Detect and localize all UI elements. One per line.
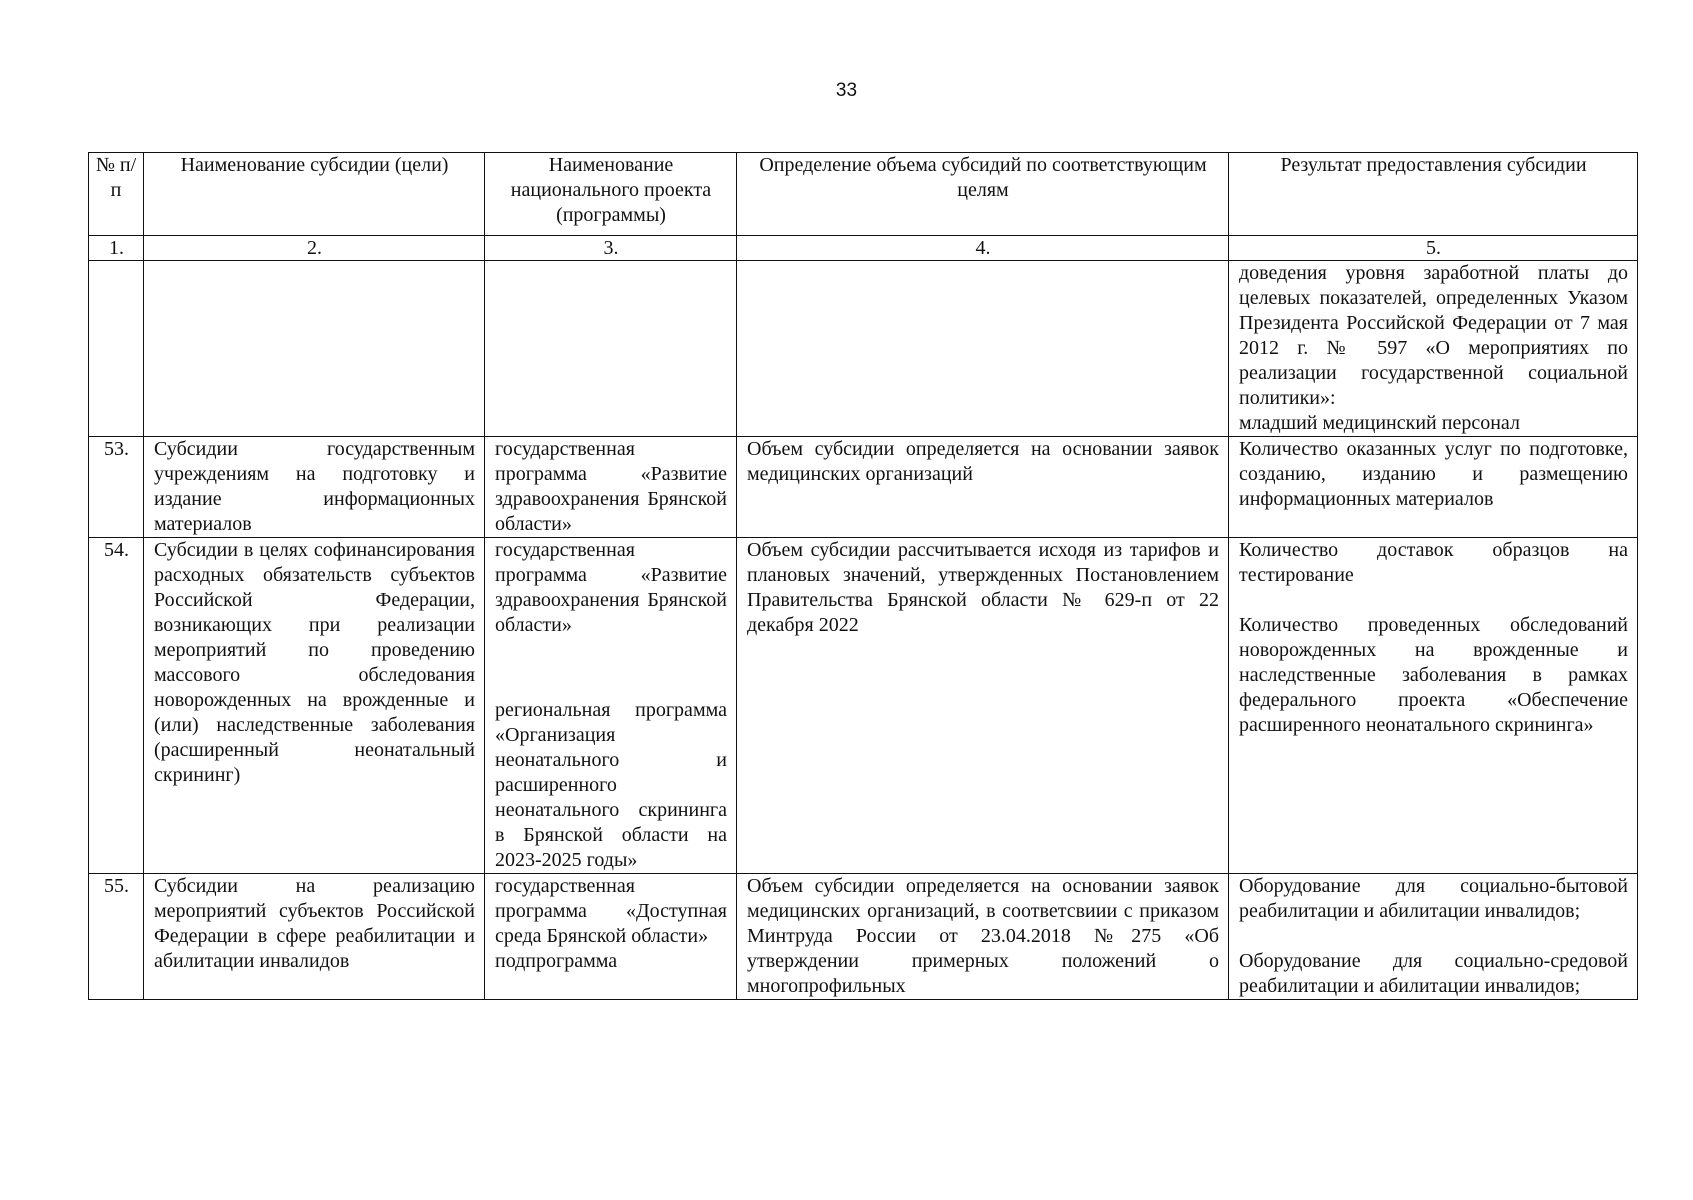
continuation-result-tail: младший медицинский персонал — [1239, 412, 1520, 434]
column-number-row — [89, 236, 1638, 261]
regional-program-name: региональная программа «Организация неонатального и расширенного неонатального скрининга в Брянской области на 2023-2025 годы» — [495, 699, 727, 871]
table-row — [89, 538, 1638, 874]
header-row — [89, 153, 1638, 236]
program-name: государственная программа «Развитие здравоохранения Брянской области» — [485, 437, 737, 538]
column-number: 4. — [737, 236, 1229, 261]
subsidy-result-secondary: Оборудование для социально-средовой реабилитации и абилитации инвалидов; — [1239, 950, 1628, 997]
program-name: государственная программа «Доступная среда Брянской области» — [495, 875, 727, 947]
subsidy-name: Субсидии государственным учреждениям на подготовку и издание информационных материалов — [144, 437, 485, 538]
table-row — [89, 437, 1638, 538]
volume-definition: Объем субсидии определяется на основании заявок медицинских организаций, в соответсвиии с приказом Минтруда России от 23.04.2018 №275 «Об утверждении примерных положений о многопрофильных — [737, 874, 1229, 1000]
subsidy-table — [88, 152, 1638, 1000]
column-number: 3. — [485, 236, 737, 261]
subsidy-name: Субсидии на реализацию мероприятий субъектов Российской Федерации в сфере реабилитации и абилитации инвалидов — [144, 874, 485, 1000]
header-result: Результат предоставления субсидии — [1229, 153, 1638, 236]
header-subsidy-name: Наименование субсидии (цели) — [144, 153, 485, 236]
subsidy-name: Субсидии в целях софинансирования расходных обязательств субъектов Российской Федерации, возникающих при реализации мероприятий по проведению массового обследования новорожденных на врожденные и (или) наследственные заболевания (расширенный неонатальный скрининг) — [144, 538, 485, 874]
row-number: 53. — [89, 437, 144, 538]
column-number: 2. — [144, 236, 485, 261]
header-number: № п/п — [89, 153, 144, 236]
row-number: 55. — [89, 874, 144, 1000]
header-project-name: Наименование национального проекта (программы) — [485, 153, 737, 236]
column-number: 5. — [1229, 236, 1638, 261]
subsidy-result: Количество доставок образцов на тестирование — [1239, 539, 1628, 586]
column-number: 1. — [89, 236, 144, 261]
subprogram-label: подпрограмма — [495, 950, 618, 972]
table-row-continuation — [89, 261, 1638, 437]
subsidy-result: Количество оказанных услуг по подготовке, созданию, изданию и размещению информационных материалов — [1229, 437, 1638, 538]
program-name: государственная программа «Развитие здравоохранения Брянской области» — [495, 539, 727, 636]
page-number: 33 — [835, 80, 858, 101]
volume-definition: Объем субсидии определяется на основании заявок медицинских организаций — [737, 437, 1229, 538]
table-row — [89, 874, 1638, 1000]
volume-definition: Объем субсидии рассчитывается исходя из тарифов и плановых значений, утвержденных Постановлением Правительства Брянской области № 629-п от 22 декабря 2022 — [737, 538, 1229, 874]
continuation-result-text: доведения уровня заработной платы до целевых показателей, определенных Указом Президента Российской Федерации от 7 мая 2012 г. № 597 «О мероприятиях по реализации государственной социальной политики»: — [1239, 262, 1628, 409]
subsidy-result: Оборудование для социально-бытовой реабилитации и абилитации инвалидов; — [1239, 875, 1628, 922]
row-number: 54. — [89, 538, 144, 874]
header-volume-definition: Определение объема субсидий по соответствующим целям — [737, 153, 1229, 236]
subsidy-result-secondary: Количество проведенных обследований новорожденных на врожденные и наследственные заболевания в рамках федерального проекта «Обеспечение расширенного неонатального скрининга» — [1239, 614, 1628, 736]
